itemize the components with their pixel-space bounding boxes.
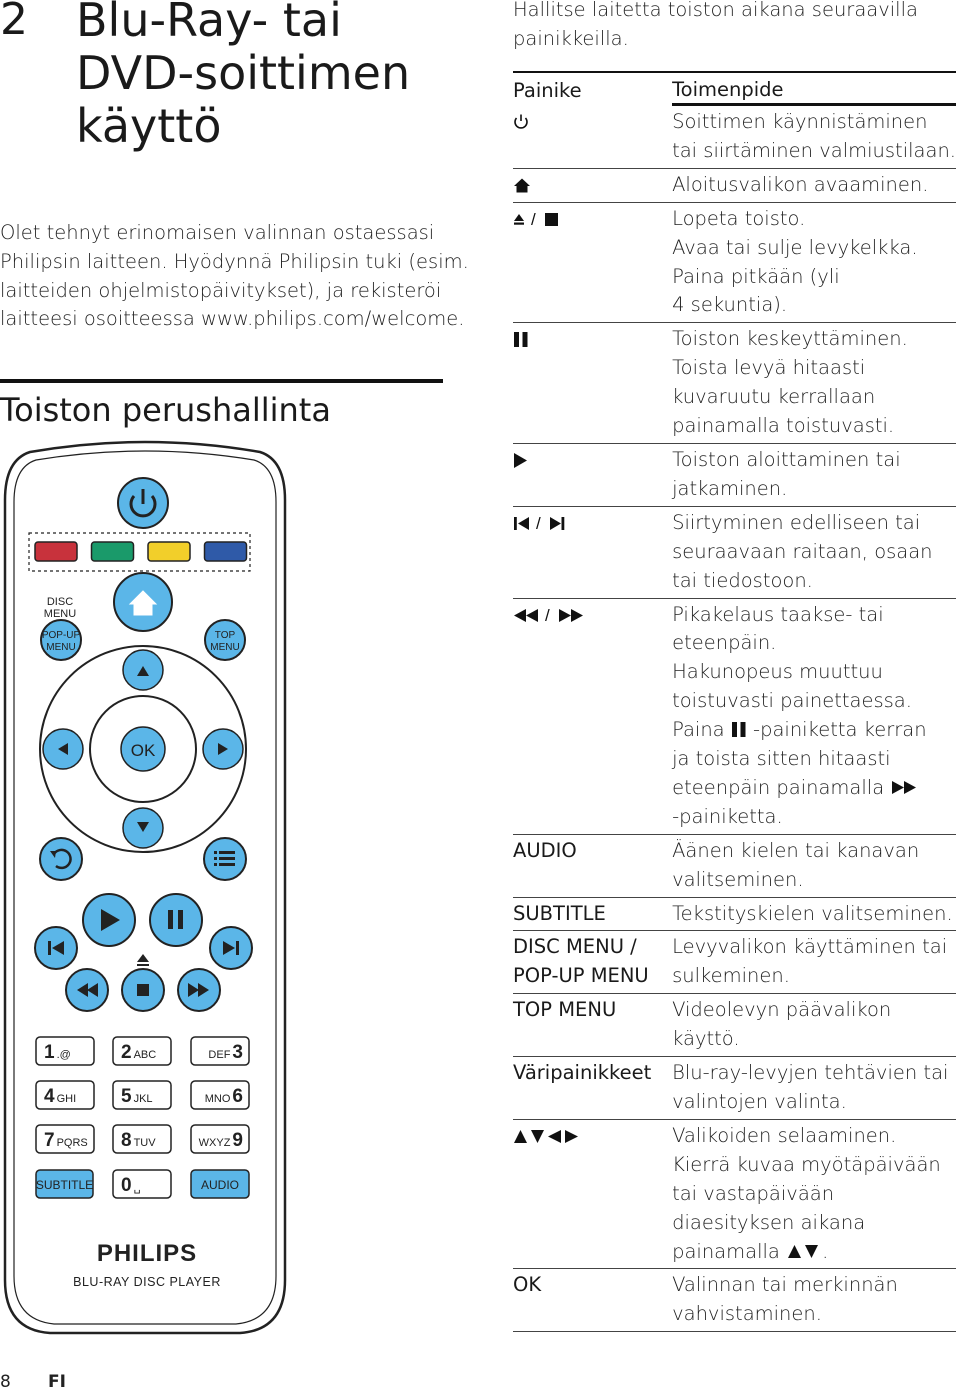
action-text: Kierrä kuvaa myötäpäivään <box>672 1152 941 1176</box>
key-letters: PQRS <box>56 1137 88 1149</box>
color-button <box>92 542 134 561</box>
key-letters: JKL <box>133 1093 153 1105</box>
nav-up-button <box>123 650 163 690</box>
key-digit: 8 <box>121 1130 132 1151</box>
button-icon-wrap <box>513 446 672 470</box>
action-line: sulkeminen. <box>672 964 790 988</box>
rewind-button <box>66 969 108 1011</box>
action-line: Soittimen käynnistäminen <box>672 110 928 133</box>
controls-intro <box>513 0 933 53</box>
color-button <box>205 542 247 561</box>
svg-text:/: / <box>531 210 536 228</box>
play-button <box>83 894 135 946</box>
chapter-title-line: Blu-Ray- tai <box>76 0 342 47</box>
svg-text:/: / <box>545 606 550 624</box>
button-name: POP-UP MENU <box>513 964 649 988</box>
action-line: Toista levyä hitaasti <box>672 356 866 380</box>
chapter-title-line: käyttö <box>76 99 222 153</box>
subtitle-button <box>36 1170 93 1198</box>
svg-text:POP-UP: POP-UP <box>41 630 81 641</box>
action-line: Lopeta toisto. <box>672 206 806 230</box>
key-letters: MNO <box>204 1093 231 1105</box>
action-text: ja toista sitten hitaasti <box>672 747 891 771</box>
svg-text:SUBTITLE: SUBTITLE <box>35 1178 94 1192</box>
remote-svg <box>0 440 290 1340</box>
key-digit: 3 <box>232 1042 243 1063</box>
table-row <box>513 443 956 506</box>
section-title: Toiston perushallinta <box>0 391 331 429</box>
action-text: Valikoiden selaaminen. <box>672 1123 897 1147</box>
controls-table <box>513 71 956 1332</box>
section-divider <box>0 379 443 383</box>
arrows-icon <box>513 1128 580 1145</box>
action-text: toistuvasti painettaessa. <box>672 689 912 713</box>
action-text: painamalla <box>672 1239 780 1263</box>
button-cell <box>513 1057 672 1120</box>
rewind-forward-icon <box>513 607 585 624</box>
key-letters: ␣ <box>133 1182 141 1194</box>
action-cell <box>672 443 956 506</box>
button-name: SUBTITLE <box>513 901 606 925</box>
action-text: -painiketta kerran <box>753 718 927 742</box>
table-row <box>513 323 956 444</box>
button-icon-wrap <box>513 107 672 131</box>
action-cell <box>672 1119 956 1269</box>
controls-intro-line: painikkeilla. <box>513 26 629 50</box>
table-row <box>513 1119 956 1269</box>
action-line <box>672 1238 956 1267</box>
button-icon-wrap <box>513 601 672 625</box>
action-line: Blu-ray-levyjen tehtävien tai <box>672 1061 949 1085</box>
action-line <box>672 1151 956 1180</box>
intro-line: Olet tehnyt erinomaisen valinnan ostaessasi <box>0 221 435 244</box>
action-cell <box>672 506 956 598</box>
button-cell <box>513 994 672 1057</box>
action-line: Aloitusvalikon avaaminen. <box>672 172 929 196</box>
keypad-key <box>113 1125 171 1153</box>
key-letters: GHI <box>56 1093 77 1105</box>
table-header-row <box>513 72 956 105</box>
action-line: kuvaruutu kerrallaan <box>672 385 876 409</box>
svg-text:TOP: TOP <box>214 630 236 641</box>
page-number: 8 <box>0 1372 11 1392</box>
action-text: eteenpäin. <box>672 631 777 655</box>
intro-line: laitteesi osoitteessa www.philips.com/welcome. <box>0 307 465 331</box>
action-text: -painiketta. <box>672 804 783 828</box>
color-button <box>35 542 77 561</box>
action-line: tai tiedostoon. <box>672 568 813 592</box>
keypad-key <box>113 1170 171 1198</box>
action-line: Videolevyn päävalikon <box>672 998 892 1022</box>
action-line: Tekstityskielen valitseminen. <box>672 901 953 925</box>
key-letters: ABC <box>133 1049 157 1061</box>
power-button <box>118 478 168 528</box>
table-row <box>513 105 956 169</box>
table-row <box>513 834 956 897</box>
action-text: eteenpäin painamalla <box>672 775 885 799</box>
action-line: Siirtyminen edelliseen tai <box>672 510 921 534</box>
header-button: Painike <box>513 72 672 105</box>
button-cell <box>513 598 672 834</box>
button-icon-wrap <box>513 171 672 195</box>
up-down-icon <box>786 1243 822 1260</box>
prev-next-icon <box>513 515 566 532</box>
key-letters: TUV <box>133 1137 156 1149</box>
action-line: Valinnan tai merkinnän <box>672 1273 898 1297</box>
action-line <box>672 1180 956 1209</box>
action-text: . <box>822 1239 829 1263</box>
button-cell <box>513 897 672 931</box>
svg-text:MENU: MENU <box>46 642 76 653</box>
play-icon <box>513 452 528 469</box>
popup-menu-button <box>41 620 81 660</box>
button-cell <box>513 168 672 202</box>
button-name: Väripainikkeet <box>513 1061 652 1085</box>
button-cell <box>513 443 672 506</box>
action-line: käyttö. <box>672 1027 740 1051</box>
key-letters: .@ <box>56 1049 71 1061</box>
action-line <box>672 1122 956 1151</box>
top-menu-button <box>205 620 245 660</box>
action-text: Pikakelaus taakse- tai <box>672 602 884 626</box>
key-digit: 9 <box>232 1130 243 1151</box>
action-text: Hakunopeus muuttuu <box>672 660 883 684</box>
next-button <box>210 927 252 969</box>
table-row <box>513 202 956 323</box>
button-cell <box>513 506 672 598</box>
keypad-key <box>36 1125 94 1153</box>
header-action: Toimenpide <box>672 72 956 105</box>
previous-button <box>35 927 77 969</box>
table-row <box>513 1269 956 1332</box>
keypad-key <box>191 1037 249 1065</box>
action-line: Toiston aloittaminen tai <box>672 447 901 471</box>
button-name: DISC MENU / <box>513 935 637 959</box>
table-row <box>513 931 956 994</box>
table-row <box>513 994 956 1057</box>
action-line: painamalla toistuvasti. <box>672 414 895 438</box>
power-icon <box>513 113 529 129</box>
action-line: Paina pitkään (yli <box>672 264 840 288</box>
keypad-key <box>191 1125 249 1153</box>
stop-button <box>122 969 164 1011</box>
button-cell <box>513 1119 672 1269</box>
key-digit: 5 <box>121 1086 132 1107</box>
action-line <box>672 601 956 630</box>
action-cell <box>672 105 956 169</box>
keypad-key <box>36 1037 94 1065</box>
button-cell <box>513 834 672 897</box>
home-button <box>114 573 172 631</box>
controls-intro-line: Hallitse laitetta toiston aikana seuraavilla <box>513 0 918 21</box>
svg-text:AUDIO: AUDIO <box>200 1178 240 1192</box>
key-letters: WXYZ <box>198 1137 231 1149</box>
model-label: BLU-RAY DISC PLAYER <box>73 1275 221 1289</box>
keypad-key <box>36 1081 94 1109</box>
action-cell <box>672 931 956 994</box>
nav-left-button <box>43 729 83 769</box>
action-cell <box>672 202 956 323</box>
keypad-key <box>191 1081 249 1109</box>
action-line: vahvistaminen. <box>672 1302 822 1326</box>
button-name: OK <box>513 1273 542 1297</box>
action-cell <box>672 168 956 202</box>
keypad-key <box>113 1037 171 1065</box>
action-line: Levyvalikon käyttäminen tai <box>672 935 948 959</box>
keypad-key <box>113 1081 171 1109</box>
table-row <box>513 168 956 202</box>
language-code: FI <box>48 1372 66 1392</box>
action-cell <box>672 897 956 931</box>
action-text: Paina <box>672 718 725 742</box>
pause-icon <box>731 721 747 738</box>
intro-line: laitteiden ohjelmistopäivitykset), ja rekisteröi <box>0 278 442 302</box>
key-digit: 1 <box>44 1042 55 1063</box>
pause-icon <box>513 331 529 348</box>
key-digit: 0 <box>121 1175 132 1196</box>
button-icon-wrap <box>513 1122 672 1146</box>
action-line: 4 sekuntia). <box>672 293 788 317</box>
action-cell <box>672 598 956 834</box>
intro-paragraph <box>0 219 469 334</box>
button-cell <box>513 1269 672 1332</box>
chapter-title <box>76 0 456 153</box>
home-icon <box>513 177 531 194</box>
eject-stop-icon <box>513 211 561 228</box>
pause-button <box>150 894 202 946</box>
action-line <box>672 629 956 658</box>
options-button <box>204 838 246 880</box>
forward-button <box>178 969 220 1011</box>
action-line <box>672 745 956 774</box>
disc-menu-label: DISC MENU <box>43 596 77 620</box>
button-cell <box>513 202 672 323</box>
key-digit: 7 <box>44 1130 55 1151</box>
action-line: Avaa tai sulje levykelkka. <box>672 235 918 259</box>
svg-text:MENU: MENU <box>210 642 240 653</box>
action-line <box>672 687 956 716</box>
color-button <box>148 542 190 561</box>
action-line: tai siirtäminen valmiustilaan. <box>672 138 956 162</box>
action-cell <box>672 834 956 897</box>
action-cell <box>672 1057 956 1120</box>
action-line <box>672 803 956 832</box>
chapter-number: 2 <box>0 0 28 45</box>
key-digit: 4 <box>44 1086 55 1107</box>
button-icon-wrap <box>513 325 672 349</box>
svg-text:/: / <box>536 514 541 532</box>
back-button <box>40 838 82 880</box>
button-icon-wrap <box>513 509 672 533</box>
nav-down-button <box>123 808 163 848</box>
action-text: diaesityksen aikana <box>672 1210 866 1234</box>
action-cell <box>672 323 956 444</box>
action-cell <box>672 994 956 1057</box>
brand-logo: PHILIPS <box>96 1240 198 1267</box>
action-line: seuraavaan raitaan, osaan <box>672 539 933 563</box>
table-row <box>513 1057 956 1120</box>
button-name: AUDIO <box>513 838 577 862</box>
button-cell <box>513 105 672 169</box>
table-row <box>513 598 956 834</box>
nav-right-button <box>203 729 243 769</box>
key-letters: DEF <box>208 1049 231 1061</box>
table-row <box>513 506 956 598</box>
audio-button <box>191 1170 249 1198</box>
action-line <box>672 774 956 803</box>
action-line: valintojen valinta. <box>672 1090 847 1113</box>
button-cell <box>513 323 672 444</box>
ok-button <box>121 727 165 771</box>
forward-icon <box>890 779 920 796</box>
key-digit: 6 <box>232 1086 243 1107</box>
action-line <box>672 658 956 687</box>
remote-illustration <box>0 440 290 1340</box>
table-row <box>513 897 956 931</box>
action-text: tai vastapäivään <box>672 1181 835 1205</box>
button-cell <box>513 931 672 994</box>
action-line: valitseminen. <box>672 867 804 891</box>
intro-line: Philipsin laitteen. Hyödynnä Philipsin tuki (esim. <box>0 249 469 273</box>
action-line <box>672 716 956 745</box>
chapter-title-line: DVD-soittimen <box>76 46 411 100</box>
svg-text:OK: OK <box>130 741 156 760</box>
button-name: TOP MENU <box>513 998 617 1022</box>
action-cell <box>672 1269 956 1332</box>
action-line: jatkaminen. <box>672 476 788 500</box>
action-line: Toiston keskeyttäminen. <box>672 327 908 351</box>
button-icon-wrap <box>513 205 672 229</box>
key-digit: 2 <box>121 1042 132 1063</box>
action-line <box>672 1209 956 1238</box>
action-line: Äänen kielen tai kanavan <box>672 838 920 862</box>
